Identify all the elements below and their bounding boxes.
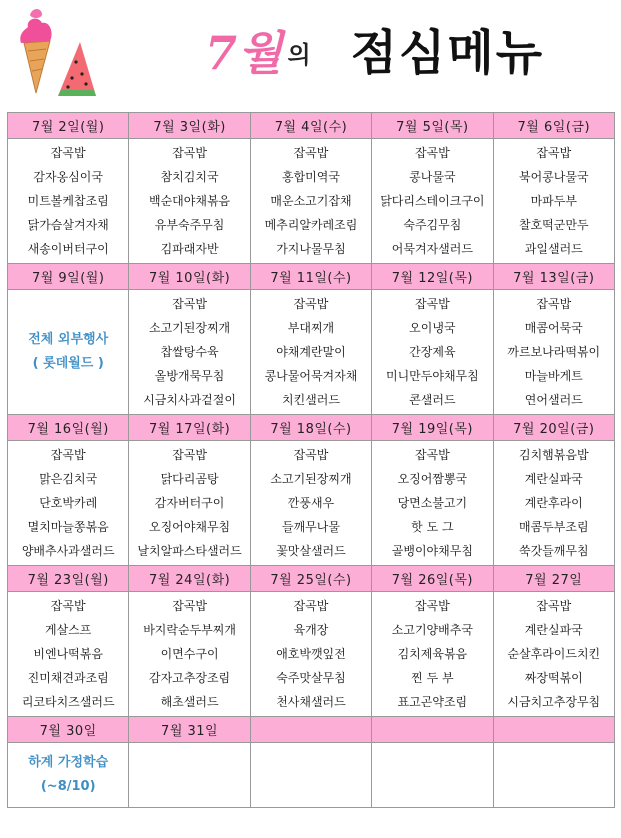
menu-cell <box>129 441 250 566</box>
menu-cell <box>8 592 129 717</box>
menu-item: 표고곤약조림 <box>397 695 468 709</box>
menu-item: 참치김치국 <box>160 170 219 184</box>
menu-cell <box>129 592 250 717</box>
menu-item: 까르보나라떡볶이 <box>507 345 601 359</box>
date-cell <box>493 717 614 743</box>
menu-cell <box>493 441 614 566</box>
menu-item: 닭다리스테이크구이 <box>380 194 485 208</box>
event-text: 전체 외부행사 <box>28 332 109 347</box>
menu-item: 김치햄볶음밥 <box>519 448 589 462</box>
date-cell: 7월 18일(수) <box>250 415 371 441</box>
date-header-row <box>8 113 615 139</box>
menu-item: 들깨무나물 <box>281 520 340 534</box>
date-cell <box>250 717 371 743</box>
menu-item: 천사채샐러드 <box>276 695 346 709</box>
ice-cream-cone-icon <box>16 5 56 95</box>
date-cell: 7월 27일 <box>493 566 614 592</box>
menu-cell <box>250 139 371 264</box>
menu-cell <box>8 139 129 264</box>
menu-item: 잡곡밥 <box>293 448 329 462</box>
menu-item: 잡곡밥 <box>172 448 207 462</box>
menu-cell <box>250 592 371 717</box>
menu-item: 진미채견과조림 <box>27 671 109 685</box>
title-month: 7월 <box>205 26 284 80</box>
menu-item: 해초샐러드 <box>160 695 219 709</box>
date-cell <box>372 717 493 743</box>
date-cell: 7월 3일(화) <box>129 113 250 139</box>
date-cell: 7월 4일(수) <box>250 113 371 139</box>
menu-item: 단호박카레 <box>39 496 98 510</box>
menu-item: 콘샐러드 <box>409 393 456 407</box>
menu-cell <box>493 290 614 415</box>
menu-row <box>8 592 615 717</box>
menu-item: 마늘바게트 <box>524 369 583 383</box>
menu-item: 연어샐러드 <box>524 393 583 407</box>
menu-item: 시금치고추장무침 <box>507 695 601 709</box>
menu-item: 리코타치즈샐러드 <box>21 695 115 709</box>
menu-item: 잡곡밥 <box>536 297 572 311</box>
date-cell: 7월 13일(금) <box>493 264 614 290</box>
menu-item: 쑥갓들깨무침 <box>519 544 589 558</box>
date-cell: 7월 19일(목) <box>372 415 493 441</box>
menu-item: 계란후라이 <box>524 496 583 510</box>
menu-item: 마파두부 <box>530 194 577 208</box>
menu-item: 과일샐러드 <box>524 242 583 256</box>
date-cell: 7월 11일(수) <box>250 264 371 290</box>
menu-item: 오징어짬뽕국 <box>397 472 468 486</box>
menu-item: 잡곡밥 <box>414 297 450 311</box>
menu-item: 닭다리곰탕 <box>160 472 219 486</box>
date-cell: 7월 10일(화) <box>129 264 250 290</box>
menu-item: 당면소불고기 <box>397 496 468 510</box>
date-cell: 7월 16일(월) <box>8 415 129 441</box>
menu-row <box>8 139 615 264</box>
menu-cell <box>129 743 250 808</box>
menu-item: 멸치마늘쫑볶음 <box>27 520 109 534</box>
menu-item: 잡곡밥 <box>536 599 572 613</box>
menu-item: 감자옹심이국 <box>33 170 103 184</box>
menu-item: 잡곡밥 <box>172 297 207 311</box>
menu-item: 순살후라이드치킨 <box>507 647 601 661</box>
event-text: ( 롯데월드 ) <box>32 356 104 371</box>
menu-item: 오이냉국 <box>409 321 456 335</box>
menu-cell <box>372 441 493 566</box>
menu-item: 맑은김치국 <box>39 472 98 486</box>
menu-item: 간장제육 <box>409 345 456 359</box>
menu-cell <box>8 290 129 415</box>
menu-cell <box>129 290 250 415</box>
menu-item: 잡곡밥 <box>293 297 329 311</box>
menu-item: 홍합미역국 <box>281 170 340 184</box>
date-header-row <box>8 415 615 441</box>
menu-item: 잡곡밥 <box>172 599 207 613</box>
title-main: 점심메뉴 <box>350 25 545 81</box>
date-cell: 7월 25일(수) <box>250 566 371 592</box>
menu-item: 치킨샐러드 <box>281 393 340 407</box>
menu-item: 깐풍새우 <box>287 496 335 510</box>
menu-item: 골뱅이야채무침 <box>391 544 473 558</box>
date-cell: 7월 9일(월) <box>8 264 129 290</box>
menu-cell <box>129 139 250 264</box>
menu-item: 애호박깻잎전 <box>276 647 346 661</box>
event-text: (~8/10) <box>40 779 96 794</box>
menu-cell <box>372 290 493 415</box>
date-cell: 7월 2일(월) <box>8 113 129 139</box>
menu-cell <box>250 290 371 415</box>
menu-item: 찹쌀탕수육 <box>160 345 219 359</box>
menu-item: 김치제육볶음 <box>397 647 468 661</box>
menu-item: 가지나물무침 <box>276 242 346 256</box>
menu-item: 부대찌개 <box>287 321 335 335</box>
date-header-row <box>8 264 615 290</box>
date-cell: 7월 17일(화) <box>129 415 250 441</box>
date-cell: 7월 30일 <box>8 717 129 743</box>
date-header-row <box>8 717 615 743</box>
menu-item: 숙주김무침 <box>403 218 462 232</box>
menu-item: 꽃맛살샐러드 <box>276 544 346 558</box>
menu-item: 잡곡밥 <box>172 146 207 160</box>
menu-item: 계란실파국 <box>524 623 583 637</box>
menu-item: 잡곡밥 <box>536 146 572 160</box>
menu-item: 야채계란말이 <box>276 345 346 359</box>
menu-item: 잡곡밥 <box>50 146 86 160</box>
date-cell: 7월 23일(월) <box>8 566 129 592</box>
menu-item: 잡곡밥 <box>414 448 450 462</box>
menu-item: 찰호떡군만두 <box>519 218 589 232</box>
date-cell: 7월 6일(금) <box>493 113 614 139</box>
date-cell: 7월 24일(화) <box>129 566 250 592</box>
menu-item: 계란실파국 <box>524 472 583 486</box>
menu-item: 핫 도 그 <box>411 520 454 534</box>
event-text: 하계 가정학습 <box>28 755 109 770</box>
menu-item: 바지락순두부찌개 <box>143 623 236 637</box>
menu-item: 게살스프 <box>45 623 92 637</box>
menu-item: 북어콩나물국 <box>519 170 589 184</box>
menu-item: 소고기양배추국 <box>391 623 473 637</box>
date-cell: 7월 12일(목) <box>372 264 493 290</box>
menu-item: 잡곡밥 <box>50 448 86 462</box>
watermelon-slice-icon <box>52 38 100 98</box>
menu-item: 콩나물국 <box>409 170 456 184</box>
menu-item: 시금치사과겉절이 <box>143 393 236 407</box>
menu-item: 미트볼케찹조림 <box>27 194 109 208</box>
menu-item: 양배추사과샐러드 <box>21 544 115 558</box>
menu-cell <box>372 139 493 264</box>
menu-row <box>8 290 615 415</box>
date-cell: 7월 31일 <box>129 717 250 743</box>
menu-item: 숙주맛살무침 <box>276 671 346 685</box>
page-header <box>0 0 621 108</box>
menu-row <box>8 441 615 566</box>
menu-item: 소고기된장찌개 <box>270 472 352 486</box>
menu-item: 이면수구이 <box>160 647 219 661</box>
menu-item: 잡곡밥 <box>293 599 329 613</box>
menu-cell <box>250 743 371 808</box>
date-cell: 7월 5일(목) <box>372 113 493 139</box>
menu-item: 감자버터구이 <box>154 496 225 510</box>
menu-item: 짜장떡볶이 <box>524 671 583 685</box>
menu-item: 잡곡밥 <box>50 599 86 613</box>
menu-item: 잡곡밥 <box>414 146 450 160</box>
menu-item: 어묵겨자샐러드 <box>391 242 473 256</box>
menu-item: 찐 두 부 <box>411 671 454 685</box>
menu-cell <box>250 441 371 566</box>
menu-item: 매운소고기잡채 <box>270 194 352 208</box>
date-cell: 7월 20일(금) <box>493 415 614 441</box>
menu-cell <box>493 139 614 264</box>
menu-cell <box>8 441 129 566</box>
menu-row <box>8 743 615 808</box>
menu-cell <box>8 743 129 808</box>
menu-item: 백순대야채볶음 <box>149 194 231 208</box>
date-cell: 7월 26일(목) <box>372 566 493 592</box>
menu-item: 비엔나떡볶음 <box>33 647 103 661</box>
menu-item: 잡곡밥 <box>293 146 329 160</box>
menu-item: 잡곡밥 <box>414 599 450 613</box>
menu-item: 새송이버터구이 <box>27 242 109 256</box>
menu-item: 미니만두야채무침 <box>385 369 479 383</box>
menu-cell <box>372 592 493 717</box>
menu-item: 매콤어묵국 <box>524 321 583 335</box>
title-particle: 의 <box>287 41 311 69</box>
menu-cell <box>372 743 493 808</box>
menu-item: 올방개묵무침 <box>154 369 225 383</box>
menu-item: 날치알파스타샐러드 <box>137 544 242 558</box>
menu-item: 매콤두부조림 <box>519 520 589 534</box>
menu-cell <box>493 592 614 717</box>
menu-item: 메추리알카레조림 <box>264 218 358 232</box>
page-title <box>205 10 544 100</box>
menu-item: 닭가슴살겨자채 <box>27 218 109 232</box>
lunch-menu-table <box>7 112 615 808</box>
menu-item: 소고기된장찌개 <box>149 321 231 335</box>
menu-item: 감자고추장조림 <box>149 671 231 685</box>
menu-item: 유부숙주무침 <box>154 218 225 232</box>
menu-item: 콩나물어묵겨자채 <box>264 369 358 383</box>
date-header-row <box>8 566 615 592</box>
menu-cell <box>493 743 614 808</box>
menu-item: 김파래자반 <box>160 242 219 256</box>
menu-item: 오징어야채무침 <box>149 520 231 534</box>
menu-item: 육개장 <box>293 623 329 637</box>
